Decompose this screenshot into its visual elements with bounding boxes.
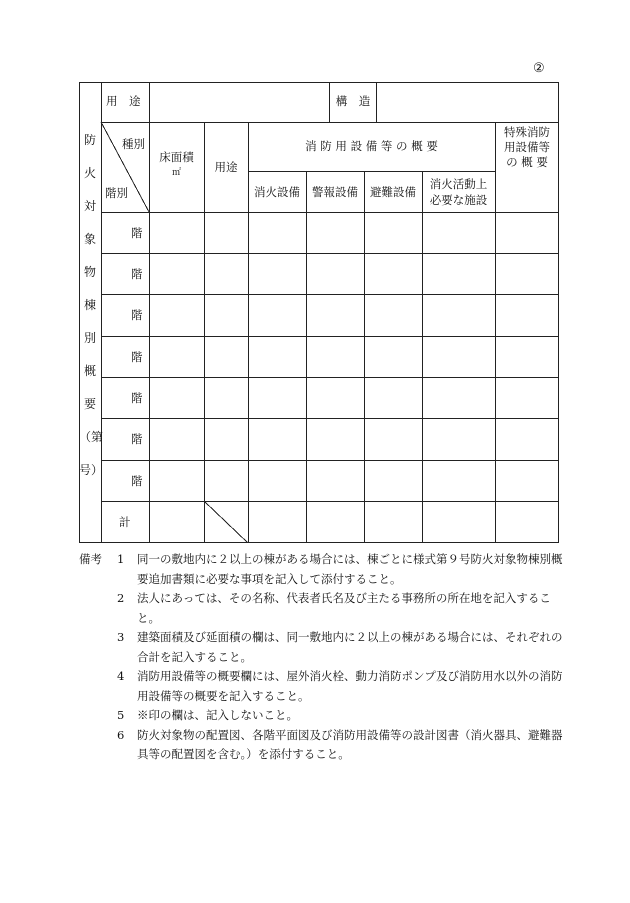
floor-row-label: 階 xyxy=(131,474,143,488)
floor-row-label: 階 xyxy=(131,226,143,240)
title-char: 火 xyxy=(83,166,96,180)
note-number: 2 xyxy=(117,591,125,605)
title-char: 物 xyxy=(83,265,96,279)
kind-label: 種別 xyxy=(122,137,145,151)
title-char: 象 xyxy=(83,232,96,246)
fire-activity-line: 消火活動上 xyxy=(429,177,488,191)
note-number: 4 xyxy=(117,669,125,683)
floor-label: 階別 xyxy=(105,186,128,200)
floor-row-label: 階 xyxy=(131,267,143,281)
title-char: 要 xyxy=(83,397,96,411)
use-column-label: 用途 xyxy=(214,160,238,174)
title-char: 棟 xyxy=(83,298,96,312)
fire-activity-line: 必要な施設 xyxy=(429,193,488,207)
special-equipment-line: の 概 要 xyxy=(506,155,548,169)
note-item xyxy=(79,628,569,667)
building-overview-form xyxy=(79,82,559,543)
note-number: 1 xyxy=(117,552,125,566)
note-number: 3 xyxy=(117,630,125,644)
use-label: 用 途 xyxy=(106,94,141,108)
note-text: 建築面積及び延面積の欄は、同一敷地内に２以上の棟がある場合には、それぞれの合計を記入すること。 xyxy=(137,630,563,664)
note-text: 防火対象物の配置図、各階平面図及び消防用設備等の設計図書（消火器具、避難器具等の配置図を含む。）を添付すること。 xyxy=(137,727,563,761)
note-number: 6 xyxy=(117,727,125,742)
note-item xyxy=(79,726,569,765)
evacuation-column: 避難設備 xyxy=(370,185,416,199)
floor-row-label: 階 xyxy=(131,350,143,364)
notes-section xyxy=(79,550,569,765)
floor-area-label: 床面積 xyxy=(159,150,194,164)
title-char: 概 xyxy=(83,364,96,378)
note-item xyxy=(79,550,569,589)
note-text: 法人にあっては、その名称、代表者氏名及び主たる事務所の所在地を記入すること。 xyxy=(137,591,551,625)
title-char: （第 xyxy=(79,430,104,444)
title-char: 防 xyxy=(83,133,96,147)
structure-label: 構 造 xyxy=(335,94,371,108)
notes-heading: 備考 xyxy=(79,552,102,566)
floor-area-unit: ㎡ xyxy=(171,168,181,178)
title-char: 別 xyxy=(83,331,96,345)
vertical-form-title xyxy=(79,124,104,487)
page-number-mark: ② xyxy=(533,61,545,76)
special-equipment-line: 用設備等 xyxy=(504,140,550,154)
special-equipment-line: 特殊消防 xyxy=(504,125,550,139)
alarm-column: 警報設備 xyxy=(312,185,358,199)
floor-row-label: 階 xyxy=(131,308,143,322)
note-text: 消防用設備等の概要欄には、屋外消火栓、動力消防ポンプ及び消防用水以外の消防用設備等の概要を記入すること。 xyxy=(137,669,563,703)
note-item xyxy=(79,706,569,726)
note-item xyxy=(79,667,569,706)
equipment-overview-label: 消 防 用 設 備 等 の 概 要 xyxy=(305,139,438,153)
note-item xyxy=(79,589,569,628)
note-text: ※印の欄は、記入しないこと。 xyxy=(137,708,298,722)
total-row-label: 計 xyxy=(119,515,131,529)
title-char: 号） xyxy=(79,463,104,477)
note-text: 同一の敷地内に２以上の棟がある場合には、棟ごとに様式第９号防火対象物棟別概要追加書類に必要な事項を記入して添付すること。 xyxy=(137,552,563,586)
floor-row-label: 階 xyxy=(131,391,143,405)
fire-extinguishing-column: 消火設備 xyxy=(254,185,300,199)
floor-row-label: 階 xyxy=(131,432,143,446)
title-char: 対 xyxy=(83,199,96,213)
note-number: 5 xyxy=(117,708,125,722)
